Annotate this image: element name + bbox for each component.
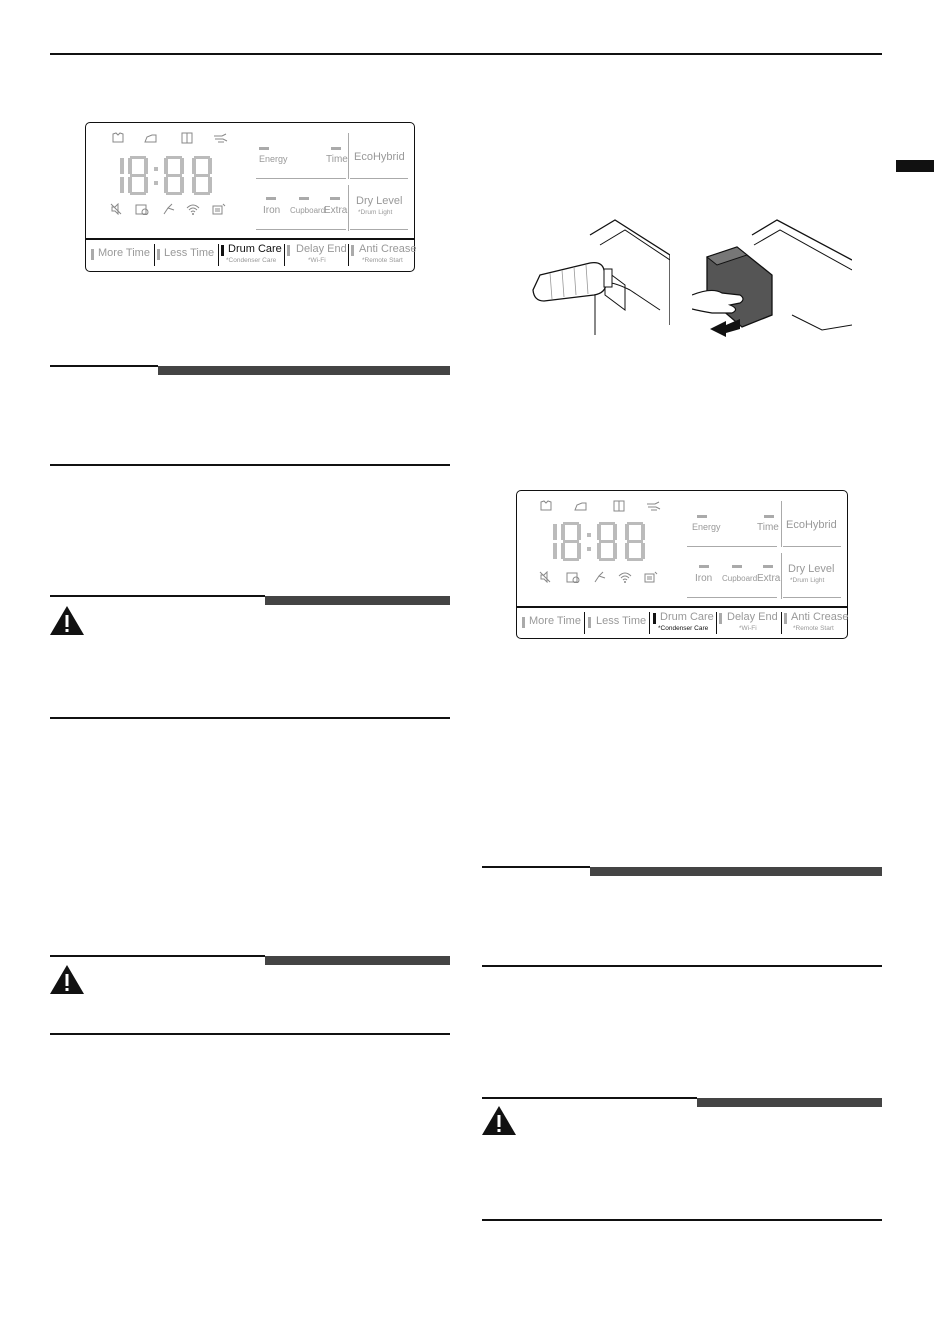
wifi-icon [186, 203, 200, 215]
cupboard-label: Cupboard [290, 206, 326, 215]
ecohybrid-label: EcoHybrid [354, 151, 405, 163]
digital-display [116, 156, 218, 196]
section-rule-4 [482, 965, 882, 967]
delay-end-button[interactable]: Delay End [727, 611, 778, 623]
section-rule-3 [50, 1033, 450, 1035]
iron-label: Iron [695, 573, 713, 584]
cupboard-icon [181, 132, 193, 144]
delay-end-button[interactable]: Delay End [296, 243, 347, 255]
control-panel-condenser-care [516, 490, 848, 639]
shirt-icon [111, 132, 125, 144]
dry-level-label: Dry Level [356, 195, 403, 207]
digital-display [549, 522, 651, 562]
warning-bar-1 [265, 596, 450, 605]
drum-light-sublabel: *Drum Light [790, 577, 825, 584]
section-rule-2 [50, 717, 450, 719]
page-top-rule [50, 53, 882, 55]
energy-label: Energy [259, 154, 288, 164]
warning-rule-2 [50, 955, 265, 957]
section-rule-1 [50, 464, 450, 466]
warning-rule-1 [50, 595, 265, 597]
extra-label: Extra [757, 573, 781, 584]
drum-light-sublabel: *Drum Light [358, 209, 393, 216]
remote-start-icon [212, 203, 226, 215]
drum-light-icon [162, 202, 176, 216]
mute-icon [539, 571, 551, 583]
wifi-icon [618, 571, 632, 583]
anti-crease-button[interactable]: Anti Crease [359, 243, 417, 255]
note-rule-1 [50, 365, 158, 367]
condenser-care-sublabel: *Condenser Care [226, 257, 277, 264]
condenser-icon [135, 203, 149, 215]
more-time-button[interactable]: More Time [98, 247, 150, 259]
warning-bar-3 [697, 1098, 882, 1107]
time-label: Time [326, 154, 348, 165]
remote-start-sublabel: *Remote Start [793, 625, 834, 632]
less-time-button[interactable]: Less Time [164, 247, 215, 259]
drum-care-button[interactable]: Drum Care [660, 611, 714, 623]
remote-start-icon [644, 571, 658, 583]
energy-label: Energy [692, 522, 721, 532]
ecohybrid-label: EcoHybrid [786, 519, 837, 531]
shirt-icon [539, 500, 553, 512]
condenser-icon [566, 571, 580, 583]
cupboard-label: Cupboard [722, 574, 758, 583]
iron-icon [144, 132, 158, 144]
mute-icon [110, 203, 122, 215]
wifi-sublabel: *Wi-Fi [308, 257, 326, 264]
extra-dry-icon [646, 500, 662, 512]
iron-icon [574, 500, 588, 512]
condenser-care-sublabel: *Condenser Care [658, 625, 709, 632]
note-bar-1 [158, 366, 450, 375]
time-label: Time [757, 522, 779, 533]
note-bar-2 [590, 867, 882, 876]
dry-level-label: Dry Level [788, 563, 835, 575]
warning-triangle-icon [49, 964, 85, 995]
anti-crease-button[interactable]: Anti Crease [791, 611, 849, 623]
note-rule-2 [482, 866, 590, 868]
less-time-button[interactable]: Less Time [596, 615, 647, 627]
warning-triangle-icon [481, 1105, 517, 1136]
section-rule-5 [482, 1219, 882, 1221]
remote-start-sublabel: *Remote Start [362, 257, 403, 264]
warning-triangle-icon [49, 605, 85, 636]
drum-light-icon [593, 570, 607, 584]
wifi-sublabel: *Wi-Fi [739, 625, 757, 632]
warning-bar-2 [265, 956, 450, 965]
extra-dry-icon [213, 132, 229, 144]
insert-container-illustration [692, 215, 852, 340]
warning-rule-3 [482, 1097, 697, 1099]
cupboard-icon [613, 500, 625, 512]
iron-label: Iron [263, 205, 281, 216]
water-container-illustration [530, 215, 670, 340]
language-tab [896, 160, 934, 172]
control-panel-drum-care [85, 122, 415, 272]
extra-label: Extra [324, 205, 348, 216]
more-time-button[interactable]: More Time [529, 615, 581, 627]
drum-care-button[interactable]: Drum Care [228, 243, 282, 255]
